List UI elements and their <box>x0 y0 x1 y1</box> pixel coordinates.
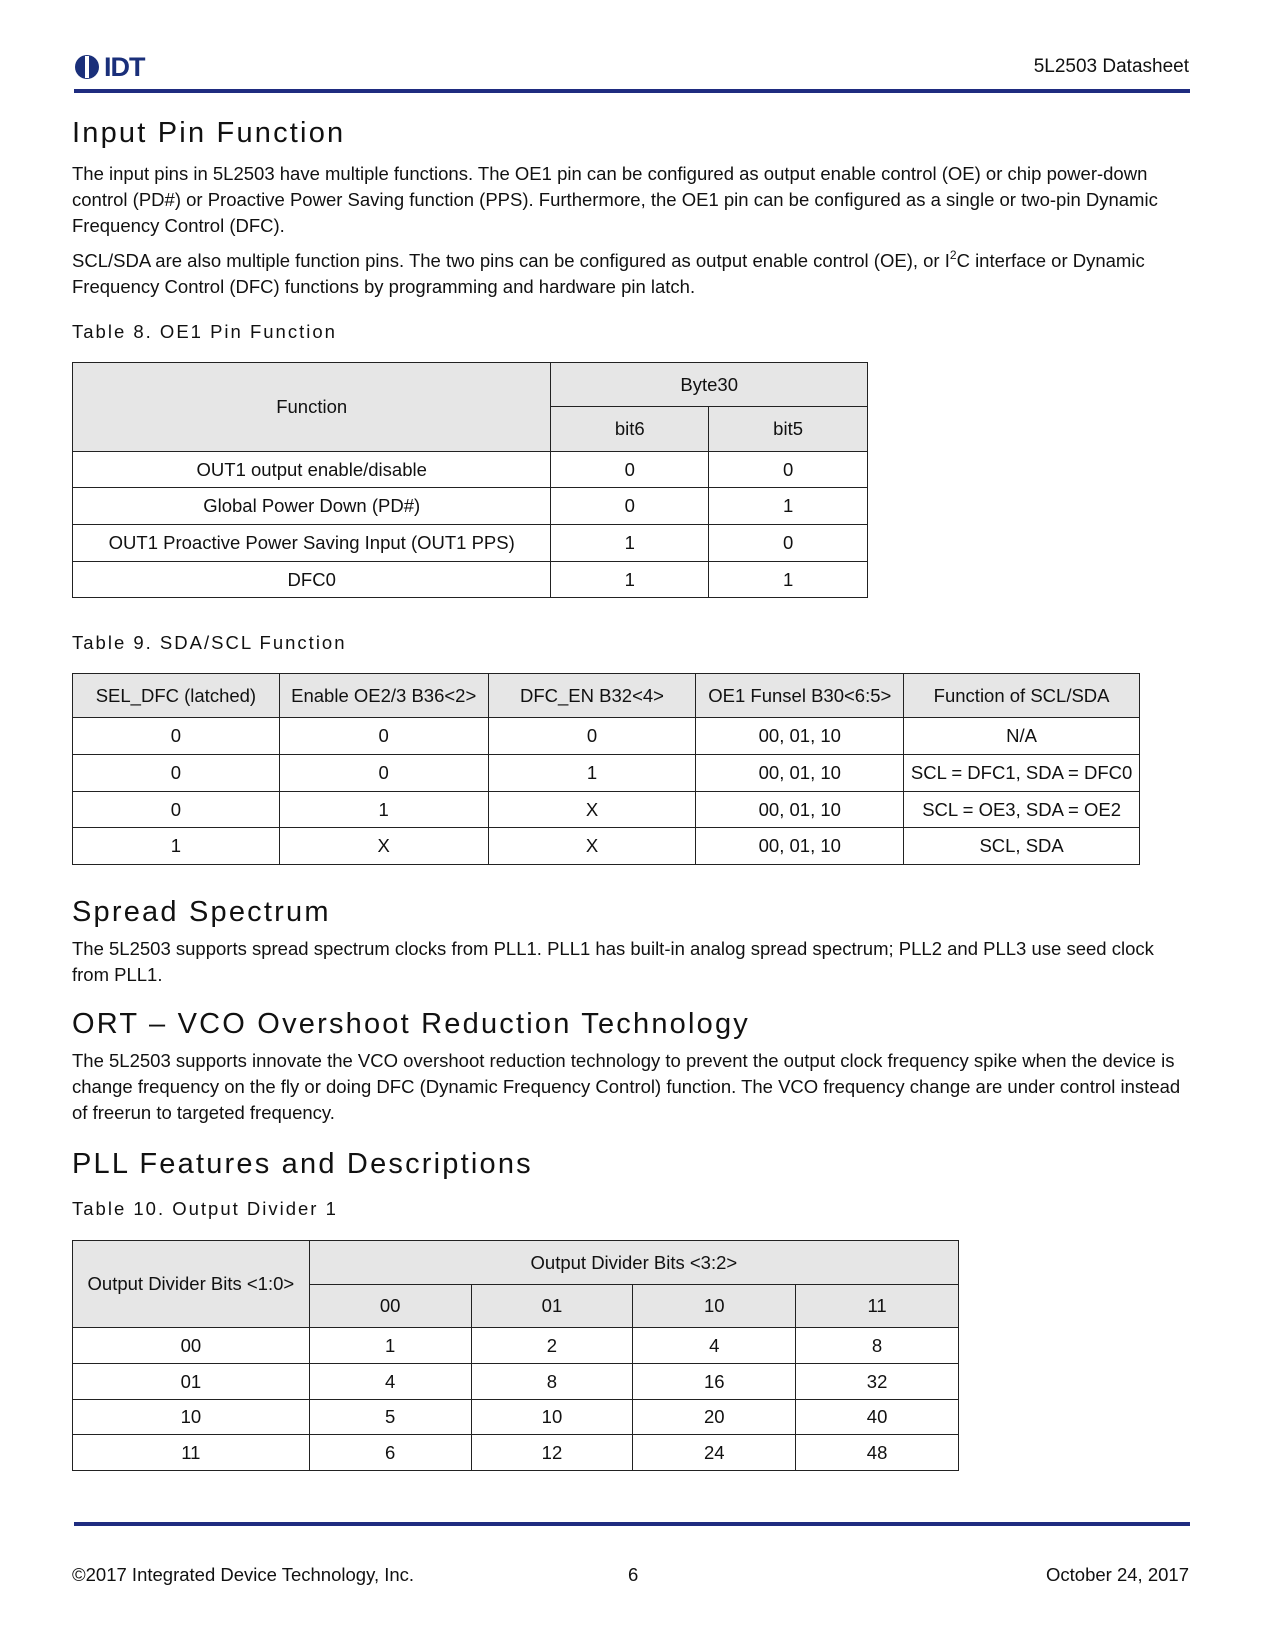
paragraph-scl-sda-part1: SCL/SDA are also multiple function pins. The two pins can be configured as output enable control (OE), or I <box>72 250 950 271</box>
table-cell: 8 <box>471 1364 633 1400</box>
footer-date: October 24, 2017 <box>1046 1564 1189 1585</box>
table-cell: 00, 01, 10 <box>696 828 904 865</box>
table-cell: 0 <box>709 525 868 562</box>
table-cell: 4 <box>309 1364 471 1400</box>
table-row <box>73 452 868 488</box>
paragraph-ort: The 5L2503 supports innovate the VCO overshoot reduction technology to prevent the output clock frequency spike when the device is change frequency on the fly or doing DFC (Dynamic Frequency Control) function. The VCO frequency change are under control instead of freerun to targeted frequency. <box>72 1050 1181 1123</box>
table-sda-scl-function <box>72 673 1140 865</box>
table-cell: X <box>279 828 488 865</box>
table-cell: 1 <box>551 562 709 598</box>
table-cell: 1 <box>551 525 709 562</box>
table8-header-byte30: Byte30 <box>551 363 868 407</box>
table-cell: 0 <box>488 718 696 755</box>
table-cell: 12 <box>471 1435 633 1471</box>
table-row <box>73 1364 959 1400</box>
table-cell: OUT1 output enable/disable <box>73 452 551 488</box>
table-cell: 0 <box>709 452 868 488</box>
table-row <box>73 755 1140 792</box>
table-cell: 0 <box>279 755 488 792</box>
heading-ort: ORT – VCO Overshoot Reduction Technology <box>72 1008 750 1040</box>
table-cell: 1 <box>309 1328 471 1364</box>
table-cell: 20 <box>633 1400 796 1435</box>
table-cell: 48 <box>796 1435 959 1471</box>
table10-header-col-bits: Output Divider Bits <3:2> <box>309 1241 958 1285</box>
table10-header-01: 01 <box>471 1285 633 1328</box>
document-title: 5L2503 Datasheet <box>1033 56 1189 77</box>
table-row <box>73 828 1140 865</box>
table-cell: 10 <box>471 1400 633 1435</box>
table9-header-enable-oe23: Enable OE2/3 B36<2> <box>279 674 488 718</box>
table-cell: 8 <box>796 1328 959 1364</box>
heading-pll-features: PLL Features and Descriptions <box>72 1148 533 1180</box>
table-row <box>73 1400 959 1435</box>
table-cell: 5 <box>309 1400 471 1435</box>
heading-spread-spectrum: Spread Spectrum <box>72 896 331 928</box>
table-cell: N/A <box>904 718 1140 755</box>
table10-header-11: 11 <box>796 1285 959 1328</box>
table-cell: 0 <box>551 452 709 488</box>
footer-rule <box>74 1522 1190 1526</box>
table-cell: 0 <box>551 488 709 525</box>
table-row <box>73 792 1140 828</box>
table-cell: 32 <box>796 1364 959 1400</box>
table-cell: SCL, SDA <box>904 828 1140 865</box>
table10-header-row-bits: Output Divider Bits <1:0> <box>73 1241 310 1328</box>
table-cell: 10 <box>73 1400 310 1435</box>
paragraph-scl-sda <box>72 248 1192 300</box>
paragraph-scl-sda-part2: C interface or Dynamic Frequency Control (DFC) functions by programming and hardware pin latch. <box>72 250 1145 297</box>
table-cell: 0 <box>279 718 488 755</box>
table-cell: X <box>488 792 696 828</box>
table-cell: 00, 01, 10 <box>696 792 904 828</box>
table-cell: OUT1 Proactive Power Saving Input (OUT1 PPS) <box>73 525 551 562</box>
table-oe1-pin-function <box>72 362 868 598</box>
table-cell: SCL = DFC1, SDA = DFC0 <box>904 755 1140 792</box>
table-cell: 1 <box>488 755 696 792</box>
footer-page-number: 6 <box>628 1564 639 1585</box>
paragraph-input-pins: The input pins in 5L2503 have multiple functions. The OE1 pin can be configured as output enable control (OE) or chip power-down control (PD#) or Proactive Power Saving function (PPS). Furthermore, the OE1 pin can be configured as a single or two-pin Dynamic Frequency Control (DFC). <box>72 163 1158 236</box>
table10-header-00: 00 <box>309 1285 471 1328</box>
table8-caption: Table 8. OE1 Pin Function <box>72 321 337 342</box>
table9-header-dfc-en: DFC_EN B32<4> <box>488 674 696 718</box>
table-cell: Global Power Down (PD#) <box>73 488 551 525</box>
table-cell: X <box>488 828 696 865</box>
heading-input-pin-function: Input Pin Function <box>72 117 346 149</box>
table9-header-oe1-funsel: OE1 Funsel B30<6:5> <box>696 674 904 718</box>
table-cell: 1 <box>709 562 868 598</box>
logo-text: IDT <box>104 51 145 82</box>
table-cell: 1 <box>279 792 488 828</box>
table8-header-bit5: bit5 <box>709 407 868 452</box>
table8-header-function: Function <box>73 363 551 452</box>
paragraph-spread-spectrum: The 5L2503 supports spread spectrum clocks from PLL1. PLL1 has built-in analog spread spectrum; PLL2 and PLL3 use seed clock from PLL1. <box>72 938 1154 985</box>
table-output-divider-1 <box>72 1240 959 1471</box>
table-cell: 00, 01, 10 <box>696 718 904 755</box>
table-cell: 24 <box>633 1435 796 1471</box>
table-cell: 00 <box>73 1328 310 1364</box>
idt-logo-icon <box>74 54 100 80</box>
header-rule <box>74 89 1190 93</box>
table-cell: 1 <box>709 488 868 525</box>
table9-header-function: Function of SCL/SDA <box>904 674 1140 718</box>
table8-header-bit6: bit6 <box>551 407 709 452</box>
table-cell: DFC0 <box>73 562 551 598</box>
idt-logo <box>74 52 145 82</box>
table10-header-10: 10 <box>633 1285 796 1328</box>
table-cell: SCL = OE3, SDA = OE2 <box>904 792 1140 828</box>
table-cell: 0 <box>73 792 280 828</box>
table-cell: 0 <box>73 718 280 755</box>
superscript-2: 2 <box>949 247 957 262</box>
table-cell: 6 <box>309 1435 471 1471</box>
table-cell: 11 <box>73 1435 310 1471</box>
table-cell: 40 <box>796 1400 959 1435</box>
table9-caption: Table 9. SDA/SCL Function <box>72 632 347 653</box>
table-row <box>73 1435 959 1471</box>
table-cell: 16 <box>633 1364 796 1400</box>
table-row <box>73 488 868 525</box>
table-row <box>73 718 1140 755</box>
table10-caption: Table 10. Output Divider 1 <box>72 1198 338 1219</box>
table-cell: 00, 01, 10 <box>696 755 904 792</box>
table-cell: 1 <box>73 828 280 865</box>
footer-copyright: ©2017 Integrated Device Technology, Inc. <box>72 1564 415 1585</box>
table-cell: 0 <box>73 755 280 792</box>
table-cell: 4 <box>633 1328 796 1364</box>
table-cell: 2 <box>471 1328 633 1364</box>
table-row <box>73 525 868 562</box>
table9-header-sel-dfc: SEL_DFC (latched) <box>73 674 280 718</box>
table-row <box>73 1328 959 1364</box>
table-cell: 01 <box>73 1364 310 1400</box>
table-row <box>73 562 868 598</box>
